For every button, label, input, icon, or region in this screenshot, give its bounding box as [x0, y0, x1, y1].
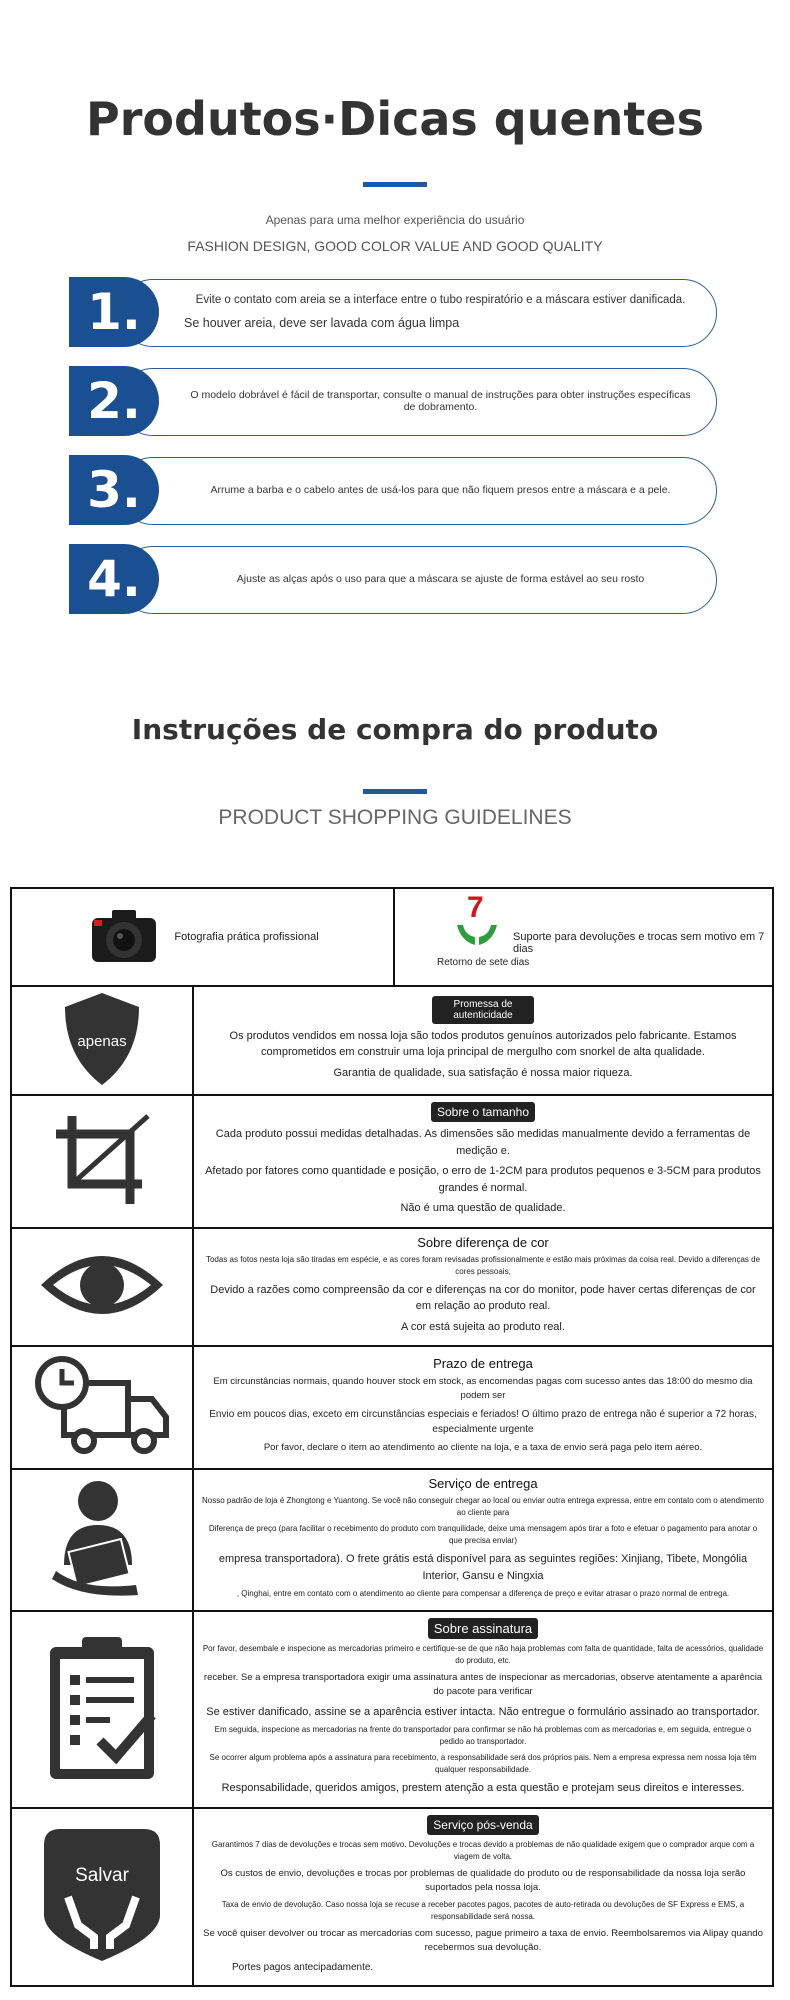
icon-cell: [11, 1346, 193, 1469]
tip-2: [69, 366, 717, 436]
row-text: Garantia de qualidade, sua satisfação é nossa maior riqueza.: [333, 1066, 633, 1079]
eye-icon: [37, 1245, 167, 1325]
row-text: A cor está sujeita ao produto real.: [401, 1320, 565, 1333]
subtitle-caps: FASHION DESIGN, GOOD COLOR VALUE AND GOOD QUALITY: [187, 238, 603, 254]
row-text: Os custos de envio, devoluções e trocas por problemas de qualidade do produto ou de responsabilidade da nossa loja serão suportados pela nossa loja.: [220, 1867, 746, 1893]
guide-top-cells: [11, 888, 773, 986]
tip-text-2: Se houver areia, deve ser lavada com água limpa: [184, 316, 460, 330]
seven-badge: 7: [467, 891, 484, 924]
row-text: Cada produto possui medidas detalhadas. As dimensões são medidas manualmente devido a ferramentas de medição e.: [215, 1128, 751, 1157]
row-text: receber. Se a empresa transportadora exigir uma assinatura antes de inspecionar as mercadorias, observe atentamente a aparência do pacote para verificar: [203, 1672, 763, 1698]
tip-text: Ajuste as alças após o uso para que a máscara se ajuste de forma estável ao seu rosto: [236, 573, 645, 585]
photo-label: Fotografia prática profissional: [174, 931, 319, 943]
tip-4: [69, 544, 717, 614]
title-divider: [363, 182, 427, 187]
row-text: Por favor, desembale e inspecione as mercadorias primeiro e certifique-se de que não haja problemas com falta de quantidade, falta de acessórios, qualidade do produto, etc.: [202, 1644, 764, 1665]
tip-number-badge: 2.: [69, 366, 159, 436]
row-text: Se ocorrer algum problema após a assinatura para recebimento, a responsabilidade será dos próprios pais. Nem a empresa expressa nem nossa loja têm qualquer responsabilidade.: [209, 1753, 757, 1774]
section-pill: Serviço pós-venda: [427, 1815, 538, 1835]
row-text: Todas as fotos nesta loja são tiradas em espécie, e as cores foram revisadas profissionalmente e estão mais próximas da coisa real. Devido a diferenças de cores pessoais,: [205, 1254, 761, 1276]
page-title: Produtos·Dicas quentes: [86, 92, 704, 146]
content-cell: [193, 986, 773, 1095]
guide-row-size: [11, 1095, 773, 1228]
guide-row-delivery-service: [11, 1469, 773, 1611]
tip-number-badge: 1.: [69, 277, 159, 347]
section-heading: Prazo de entrega: [433, 1355, 533, 1371]
tip-1: [69, 277, 717, 347]
icon-cell: [11, 1469, 193, 1611]
guide-row-after-sales: [11, 1808, 773, 1986]
guide-top-row: [11, 888, 773, 986]
row-text: Afetado por fatores como quantidade e posição, o erro de 1-2CM para produtos pequenos e 3-5CM para produtos grandes é normal.: [205, 1165, 761, 1194]
row-text: Em seguida, inspecione as mercadorias na frente do transportador para confirmar se não há problemas com as mercadorias e, em seguida, entregue o pedido ao transportador.: [214, 1725, 752, 1746]
row-text: Envio em poucos dias, exceto em circunstâncias especiais e feriados! O último prazo de entrega não é superior a 72 horas, especialmente urgente: [209, 1409, 757, 1436]
row-text: Portes pagos antecipadamente.: [232, 1961, 374, 1973]
tip-3: [69, 455, 717, 525]
section-title: Instruções de compra do produto: [131, 713, 659, 746]
section-divider: [363, 789, 427, 794]
content-cell: [193, 1228, 773, 1347]
icon-cell: [11, 1228, 193, 1347]
icon-cell: [11, 1611, 193, 1808]
row-text: Se você quiser devolver ou trocar as mercadorias com sucesso, pague primeiro a taxa de envio. Reembolsaremos via Alipay quando recebermos sua devolução.: [203, 1928, 763, 1954]
crop-icon: [52, 1112, 152, 1208]
photo-cell: [12, 889, 395, 985]
section-heading: Serviço de entrega: [428, 1476, 538, 1491]
section-heading: Sobre diferença de cor: [417, 1234, 549, 1250]
camera-icon: [86, 906, 162, 968]
guide-row-delivery-time: [11, 1346, 773, 1469]
save-label: Salvar: [75, 1865, 129, 1886]
row-text: Devido a razões como compreensão da cor e diferenças na cor do monitor, pode haver certas diferenças de cor em relação ao produto real.: [210, 1283, 756, 1312]
row-text: empresa transportadora). O frete grátis está disponível para as seguintes regiões: Xinjiang, Tibete, Mongólia Interior, Gansu e Ningxia: [218, 1553, 748, 1582]
tip-number-badge: 3.: [69, 455, 159, 525]
returns-label: Suporte para devoluções e trocas sem motivo em 7 dias: [513, 931, 765, 955]
row-text: Garantimos 7 dias de devoluções e trocas sem motivo. Devoluções e trocas devido a problemas de não qualidade exigem que o comprador arque com a viagem de volta.: [211, 1839, 755, 1861]
row-text: Em circunstâncias normais, quando houver stock em stock, as encomendas pagas com sucesso antes das 18:00 do mesmo dia podem ser: [213, 1375, 753, 1401]
subtitle-small: Apenas para uma melhor experiência do usuário: [265, 213, 525, 227]
content-cell: [193, 1346, 773, 1469]
content-cell: [193, 1095, 773, 1228]
icon-cell: [11, 986, 193, 1095]
tip-text: Evite o contato com areia se a interface entre o tubo respiratório e a máscara estiver danificada.: [195, 294, 686, 306]
row-text: Por favor, declare o item ao atendimento ao cliente na loja, e a taxa de envio será paga pelo item aéreo.: [263, 1442, 703, 1454]
content-cell: [193, 1808, 773, 1986]
guide-row-signature: [11, 1611, 773, 1808]
returns-cell: [395, 889, 772, 985]
row-text: Taxa de envio de devolução. Caso nossa loja se recuse a receber pacotes pagos, pacotes de auto-retirada ou devoluções de SF Express e EMS, a responsabilidade será nossa.: [221, 1900, 745, 1921]
guide-table: [10, 887, 774, 1987]
row-text: Diferença de preço (para facilitar o recebimento do produto com tranquilidade, deixe uma mensagem após tirar a foto e efetuar o pagamento para anotar o que precisa enviar): [208, 1524, 758, 1545]
row-text: Se estiver danificado, assine se a aparência estiver intacta. Não entregue o formulário assinado ao transportador.: [206, 1705, 760, 1718]
content-cell: [193, 1469, 773, 1611]
tip-text: Arrume a barba e o cabelo antes de usá-los para que não fiquem presos entre a máscara e a pele.: [210, 484, 671, 496]
guide-row-color: [11, 1228, 773, 1347]
section-pill: Promessa de autenticidade: [432, 996, 534, 1024]
courier-icon: [42, 1479, 162, 1599]
truck-clock-icon: [32, 1353, 172, 1459]
tip-number-badge: 4.: [69, 544, 159, 614]
shield-icon: [57, 989, 147, 1089]
tip-text: O modelo dobrável é fácil de transportar, consulte o manual de instruções para obter instruções específicas de dobramento.: [190, 389, 691, 413]
section-subtitle: PRODUCT SHOPPING GUIDELINES: [218, 806, 572, 829]
icon-cell: [11, 1808, 193, 1986]
row-text: Responsabilidade, queridos amigos, prestem atenção a esta questão e protejam seus direitos e interesses.: [221, 1782, 745, 1794]
shield-label: apenas: [77, 1033, 127, 1050]
row-text: Nosso padrão de loja é Zhongtong e Yuantong. Se você não conseguir chegar ao local ou enviar outra entrega expressa, entre em contato com o atendimento ao cliente para: [202, 1496, 764, 1517]
row-text: Os produtos vendidos em nossa loja são todos produtos genuínos autorizados pelo fabricante. Estamos comprometidos em construir uma loja principal de mergulho com snorkel de alta qualidade.: [229, 1029, 737, 1059]
section-pill: Sobre assinatura: [428, 1618, 538, 1639]
guide-row-authenticity: [11, 986, 773, 1095]
row-text: , Qinghai, entre em contato com o atendimento ao cliente para compensar a diferença de preço e evitar atrasar o prazo normal de entrega.: [236, 1589, 730, 1598]
row-text: Não é uma questão de qualidade.: [400, 1202, 566, 1214]
returns-sub: Retorno de sete dias: [437, 957, 530, 968]
clipboard-check-icon: [42, 1633, 162, 1783]
save-hands-icon: [40, 1825, 164, 1965]
content-cell: [193, 1611, 773, 1808]
icon-cell: [11, 1095, 193, 1228]
section-pill: Sobre o tamanho: [431, 1102, 535, 1122]
